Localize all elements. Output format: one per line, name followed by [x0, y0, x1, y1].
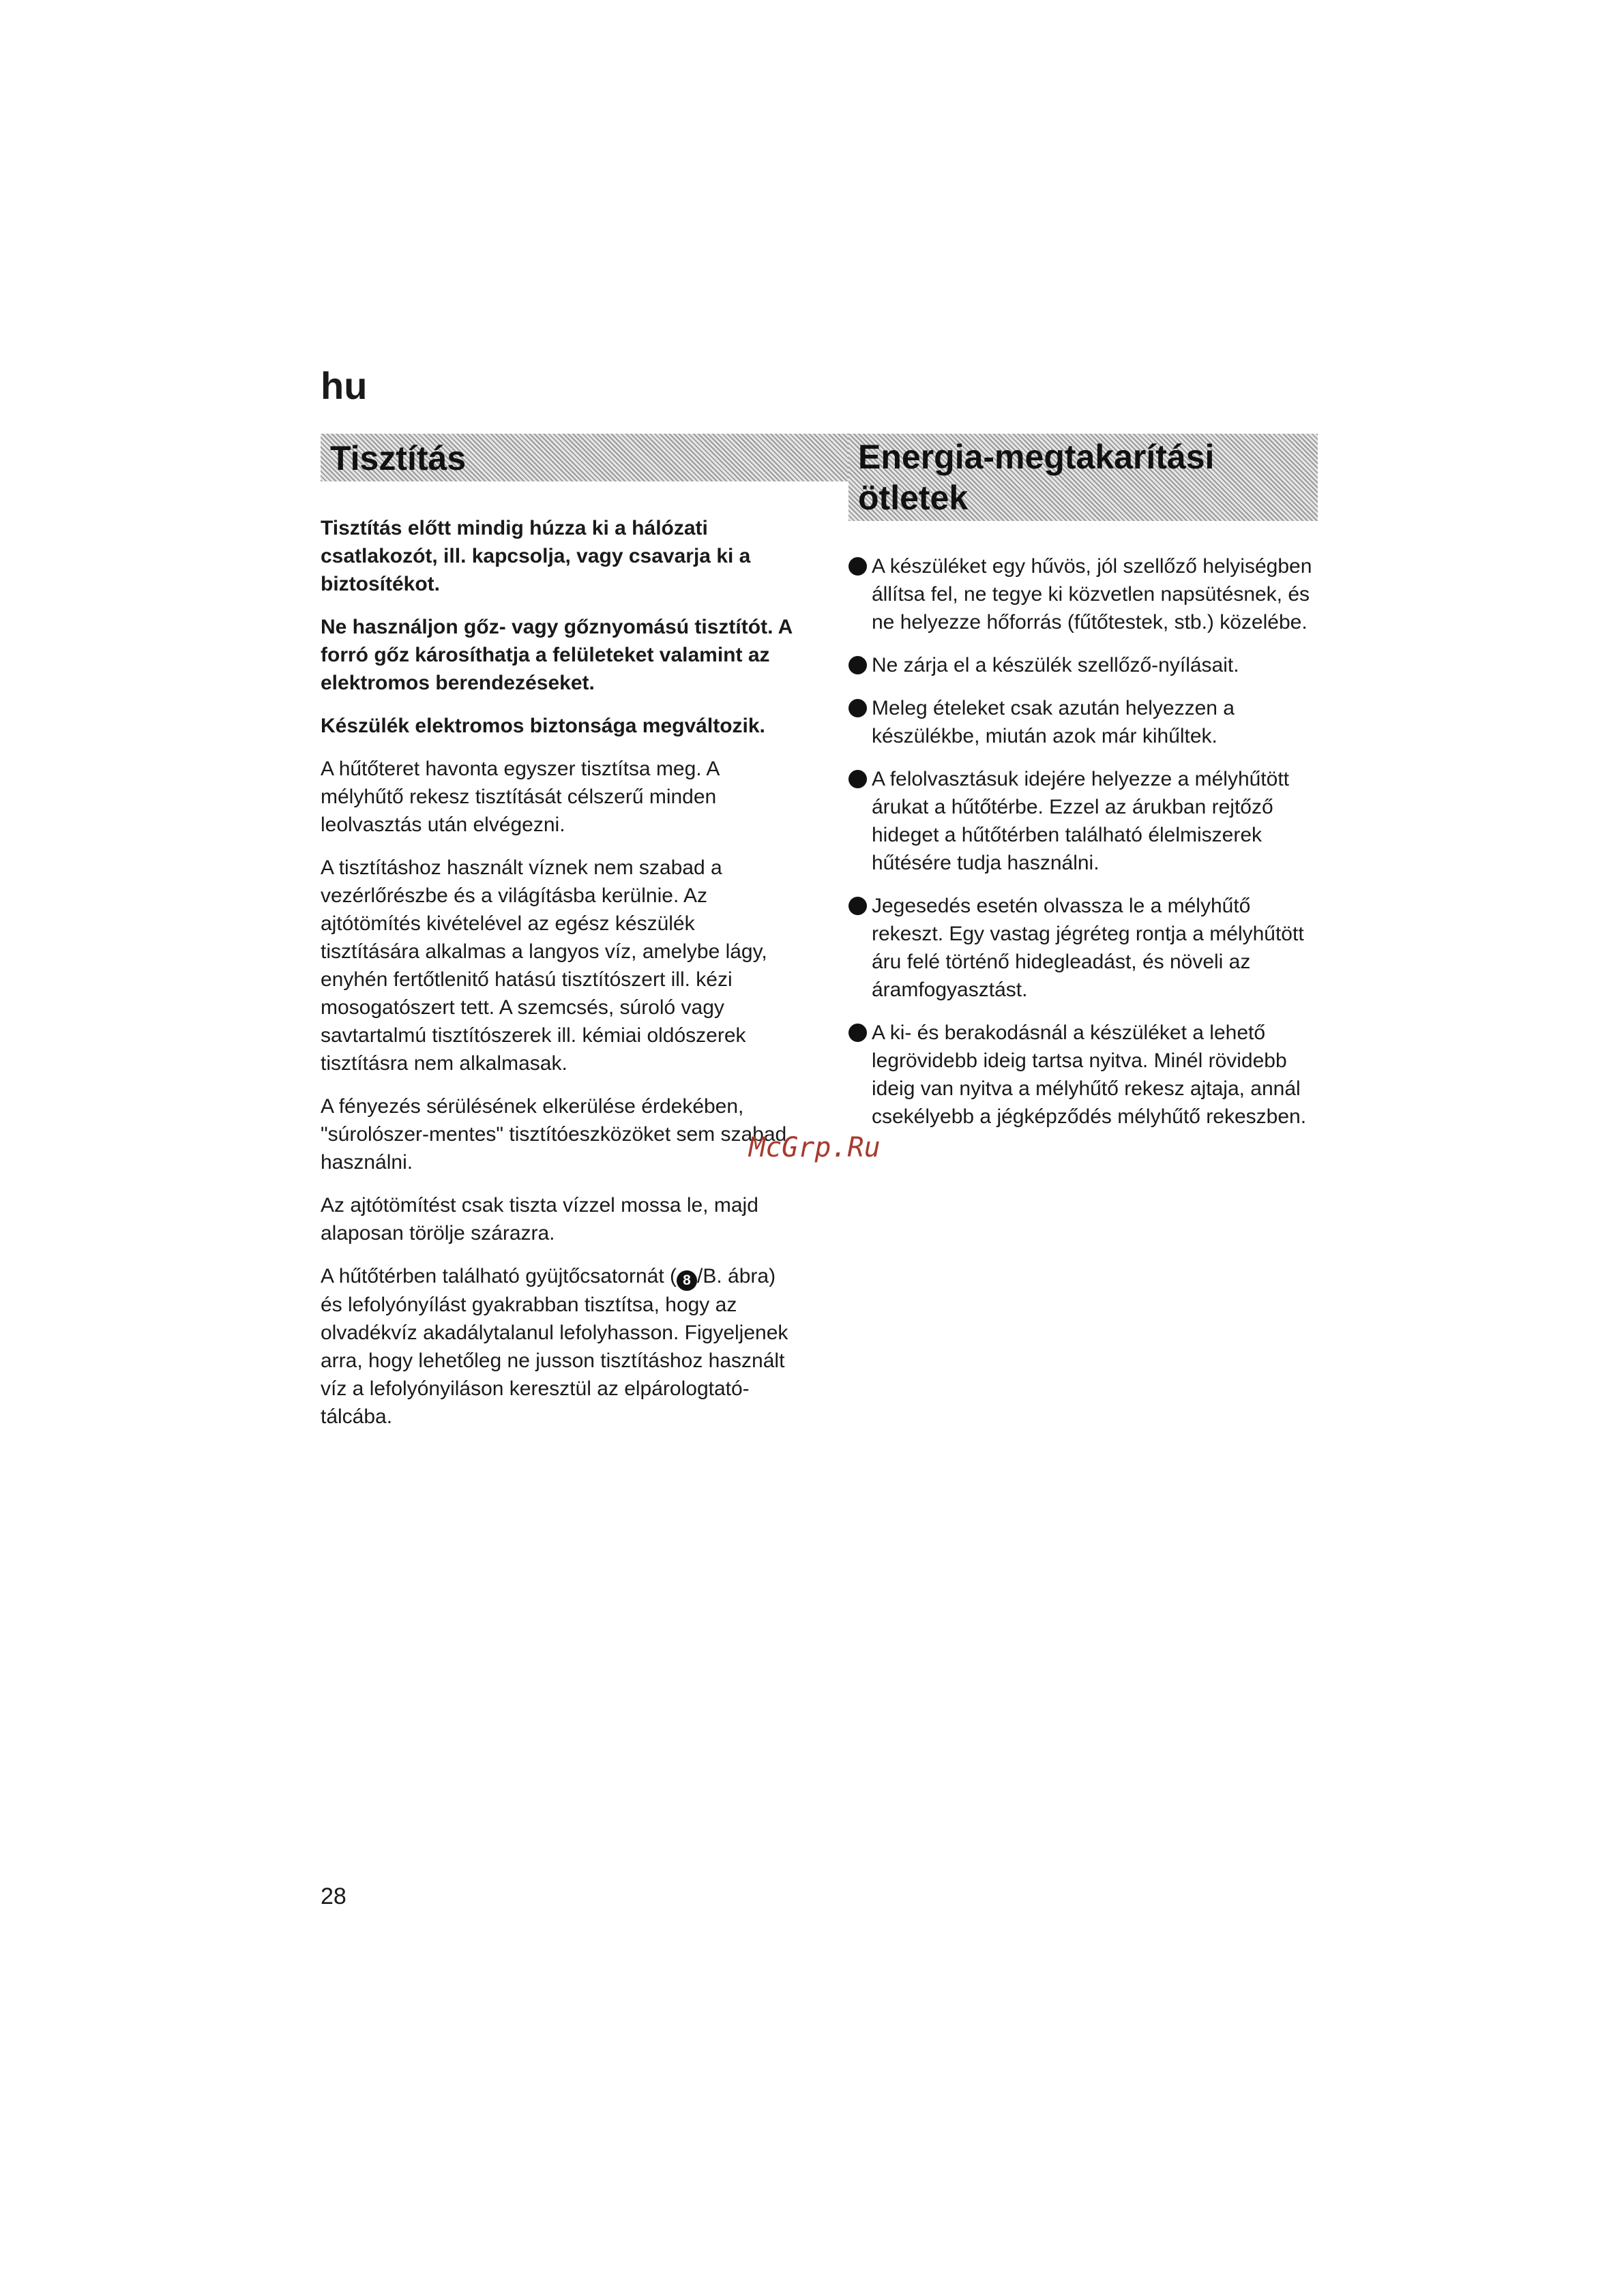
- cleaning-column: [321, 514, 798, 1446]
- list-item-text: Ne zárja el a készülék szellőző-nyílásait.: [872, 654, 1239, 676]
- drain-text-after: /B. ábra) és lefolyónyílást gyakrabban tisztítsa, hogy az olvadékvíz akadálytalanul lefolyhasson. Figyeljenek arra, hogy lehetőleg ne jusson tisztításhoz használt víz a lefolyónyiláson keresztül az elpárologtató-tálcába.: [321, 1265, 788, 1428]
- list-item-text: A felolvasztásuk idejére helyezze a mélyhűtött árukat a hűtőtérbe. Ezzel az árukban rejtőző hideget a hűtőtérben található élelmiszerek hűtésére tudja használni.: [872, 768, 1289, 874]
- bullet-icon: [848, 699, 867, 717]
- bullet-icon: [848, 897, 867, 915]
- list-item: [848, 552, 1319, 636]
- list-item-text: A készüléket egy hűvös, jól szellőző helyiségben állítsa fel, ne tegye ki közvetlen napsütésnek, és ne helyezze hőforrás (fűtőtestek, stb.) közelébe.: [872, 555, 1312, 633]
- list-item: [848, 765, 1319, 877]
- list-item: [848, 694, 1319, 750]
- list-item-text: Meleg ételeket csak azután helyezzen a készülékbe, miután azok már kihűltek.: [872, 697, 1235, 747]
- language-code: hu: [321, 364, 368, 407]
- drain-text-before: A hűtőtérben található gyüjtőcsatornát (: [321, 1265, 677, 1287]
- page-number: 28: [321, 1883, 346, 1909]
- warning-paragraph: Tisztítás előtt mindig húzza ki a hálózati csatlakozót, ill. kapcsolja, vagy csavarja ki a biztosítékot.: [321, 517, 751, 595]
- watermark: McGrp.Ru: [749, 1132, 881, 1163]
- body-paragraph-drain: [321, 1262, 798, 1431]
- list-item: [848, 1019, 1319, 1131]
- bullet-icon: [848, 656, 867, 674]
- warning-paragraph: Készülék elektromos biztonsága megváltozik.: [321, 715, 765, 737]
- energy-saving-column: [848, 552, 1319, 1146]
- section-heading-cleaning-text: Tisztítás: [330, 439, 467, 477]
- warning-paragraph: Ne használjon gőz- vagy gőznyomású tisztítót. A forró gőz károsíthatja a felületeket valamint az elektromos berendezéseket.: [321, 616, 793, 694]
- bullet-icon: [848, 1024, 867, 1042]
- list-item-text: Jegesedés esetén olvassza le a mélyhűtő rekeszt. Egy vastag jégréteg rontja a mélyhűtött áru felé történő hidegleadást, és növeli az áramfogyasztást.: [872, 895, 1304, 1001]
- section-heading-energy-saving-text: Energia-megtakarítási ötletek: [858, 438, 1215, 517]
- figure-reference-number: 8: [677, 1270, 697, 1291]
- body-paragraph: Az ajtótömítést csak tiszta vízzel mossa le, majd alaposan törölje szárazra.: [321, 1194, 758, 1244]
- body-paragraph: A tisztításhoz használt víznek nem szabad a vezérlőrészbe és a világításba kerülnie. Az ajtótömítés kivételével az egész készülék tisztítására alkalmas a langyos víz, amelybe lágy, enyhén fertőtlenitő hatású tisztítószert ill. kézi mosogatószert tett. A szemcsés, súroló vagy savtartalmú tisztítószerek ill. kémiai oldószerek tisztításra nem alkalmasak.: [321, 856, 767, 1075]
- section-heading-cleaning: [321, 434, 854, 481]
- body-paragraph: A hűtőteret havonta egyszer tisztítsa meg. A mélyhűtő rekesz tisztítását célszerű minden leolvasztás után elvégezni.: [321, 758, 719, 836]
- list-item: [848, 651, 1319, 679]
- bullet-icon: [848, 557, 867, 576]
- body-paragraph: A fényezés sérülésének elkerülése érdekében, "súrolószer-mentes" tisztítóeszközöket sem szabad használni.: [321, 1095, 787, 1174]
- section-heading-energy-saving: [848, 434, 1318, 521]
- list-item-text: A ki- és berakodásnál a készüléket a lehető legrövidebb ideig tartsa nyitva. Minél rövidebb ideig van nyitva a mélyhűtő rekesz ajtaja, annál csekélyebb a jégképződés mélyhűtő rekeszben.: [872, 1022, 1307, 1128]
- bullet-icon: [848, 770, 867, 788]
- list-item: [848, 892, 1319, 1004]
